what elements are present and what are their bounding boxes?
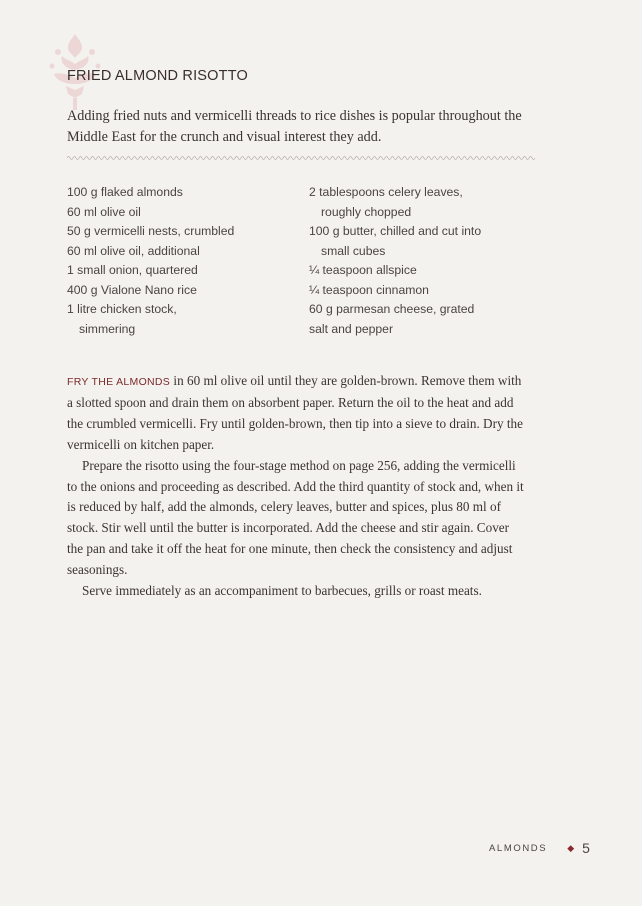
page-number: 5: [582, 840, 590, 856]
method-lead-in: FRY THE ALMONDS: [67, 376, 171, 388]
ingredient-item: 400 g Vialone Nano rice: [67, 282, 197, 297]
method-paragraph: [67, 371, 527, 456]
ingredient-item: 100 g butter, chilled and cut into: [309, 224, 482, 238]
ingredient-item-continued: roughly chopped: [321, 204, 412, 219]
ingredient-item: ¼ teaspoon cinnamon: [309, 282, 429, 297]
recipe-title: FRIED ALMOND RISOTTO: [67, 68, 248, 84]
ingredients-list-right: [309, 183, 539, 339]
method-paragraph-text: in 60 ml olive oil until they are golden-brown. Remove them with a slotted spoon and drain them on absorbent paper. Return the oil to the heat and add the crumbled vermicelli. Fry until golden-brown, then tip into a sieve to drain. Dry the vermicelli on kitchen paper.: [67, 373, 523, 452]
ingredients-list-left: [67, 183, 287, 339]
section-name: ALMONDS: [489, 842, 548, 854]
method-section: [67, 371, 527, 602]
ingredient-item-continued: simmering: [79, 321, 136, 336]
method-paragraph: Serve immediately as an accompaniment to barbecues, grills or roast meats.: [82, 583, 482, 599]
ingredient-item: 1 small onion, quartered: [67, 263, 198, 277]
diamond-separator-icon: ◆: [567, 842, 575, 853]
ingredient-item: 50 g vermicelli nests, crumbled: [67, 224, 235, 238]
method-paragraph: Prepare the risotto using the four-stage method on page 256, adding the vermicelli to the onions and proceeding as described. Add the third quantity of stock and, when it is reduced by half, add the almonds, celery leaves, butter and spices, plus 80 ml of stock. Stir well until the butter is incorporated. Add the cheese and stir again. Cover the pan and take it off the heat for one minute, then check the consistency and adjust seasonings.: [67, 457, 524, 578]
ingredient-item: 60 ml olive oil: [67, 204, 141, 219]
ingredient-item: salt and pepper: [309, 321, 394, 336]
recipe-intro: Adding fried nuts and vermicelli threads to rice dishes is popular throughout the Middle East for the crunch and visual interest they add.: [67, 108, 522, 145]
ingredient-item: ¼ teaspoon allspice: [309, 263, 417, 277]
ingredient-item: 60 g parmesan cheese, grated: [309, 302, 475, 316]
ingredient-item: 60 ml olive oil, additional: [67, 243, 200, 258]
ingredient-item: 100 g flaked almonds: [67, 185, 183, 199]
wavy-divider: [67, 154, 535, 162]
ingredient-item: 2 tablespoons celery leaves,: [309, 185, 463, 199]
ingredient-item-continued: small cubes: [321, 243, 386, 258]
ingredient-item: 1 litre chicken stock,: [67, 302, 177, 316]
page-footer: [489, 840, 590, 856]
